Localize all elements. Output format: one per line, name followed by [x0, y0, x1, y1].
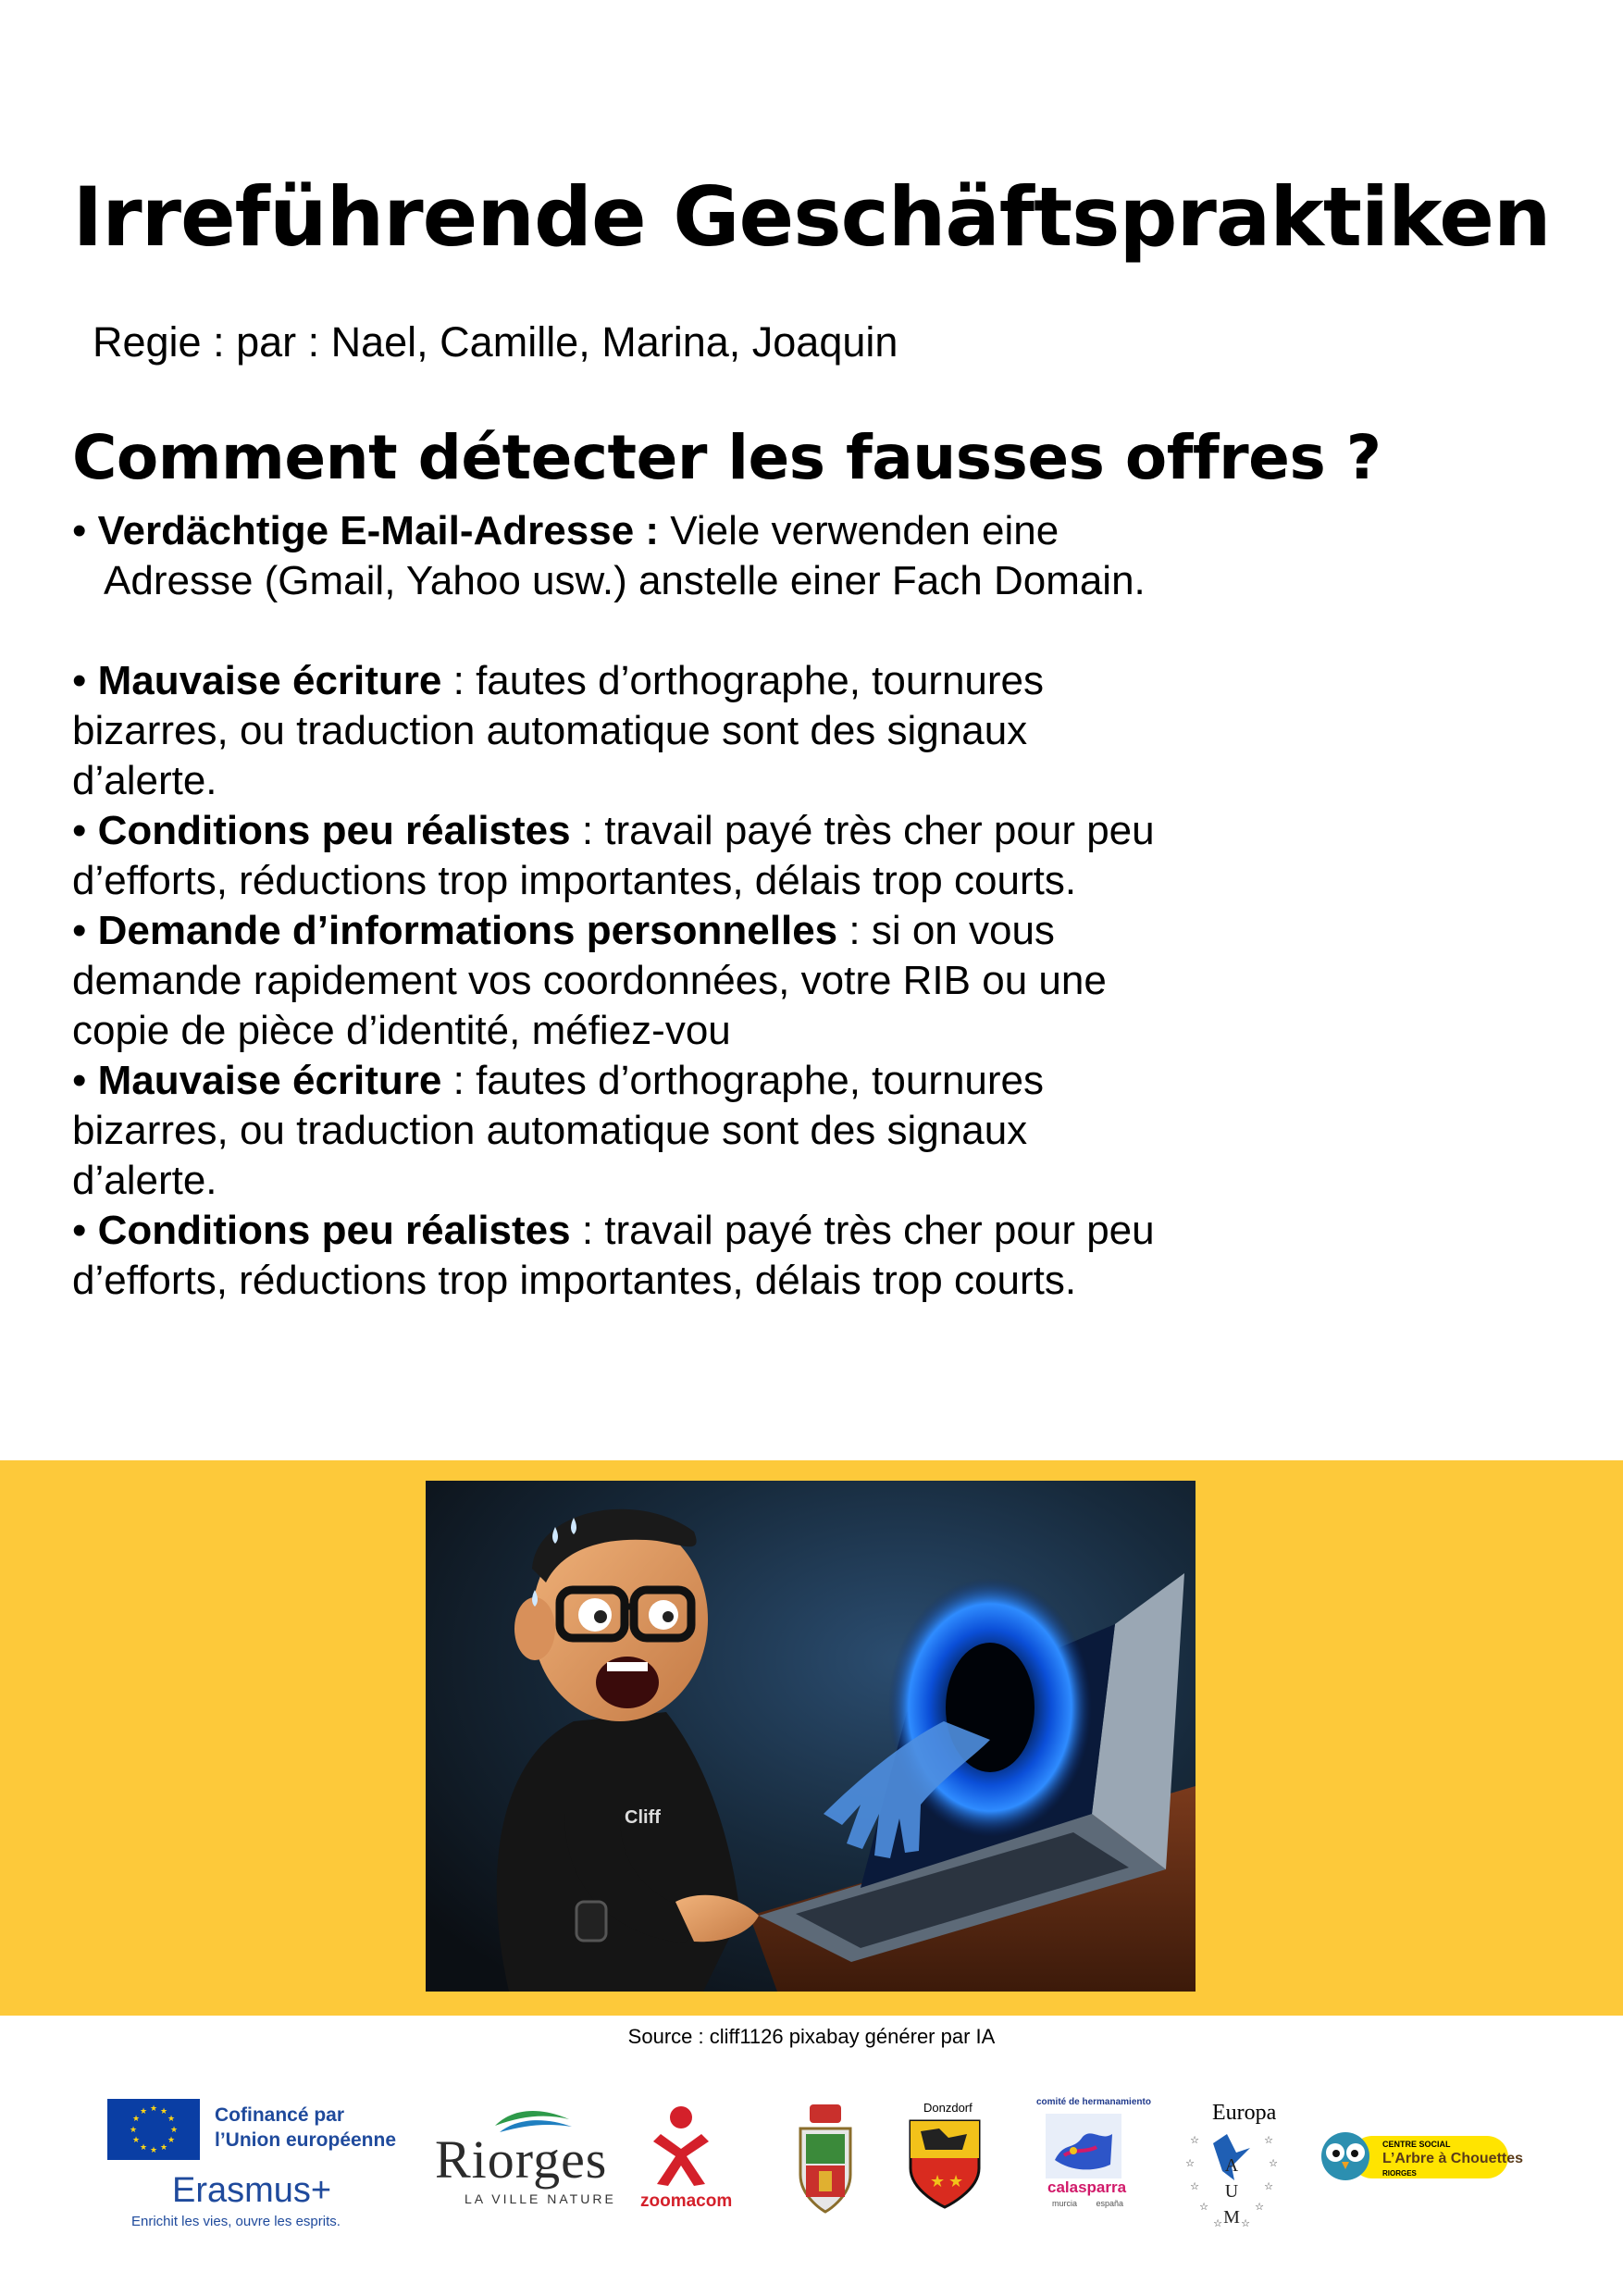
zoomacom-figure-icon: [648, 2104, 714, 2188]
calasparra-logo-text: calasparra: [1047, 2178, 1127, 2196]
svg-text:★: ★: [139, 2143, 148, 2153]
svg-text:★: ★: [948, 2172, 964, 2191]
bullet-list: [72, 506, 1183, 1306]
bullet-text: : travail payé très cher pour peu d’efforts, réductions trop importantes, délais trop courts.: [72, 1208, 1155, 1303]
svg-text:☆: ☆: [1264, 2134, 1273, 2146]
svg-text:★: ★: [149, 2146, 158, 2155]
scared-man-laptop-illustration: [426, 1481, 1196, 1992]
zoomacom-logo-text: zoomacom: [640, 2191, 733, 2211]
calasparra-subtitle: murcia españa: [1052, 2199, 1124, 2208]
svg-text:★: ★: [149, 2104, 158, 2114]
bullet-term: Conditions peu réalistes: [97, 1208, 571, 1253]
europa-letter: M: [1223, 2207, 1240, 2228]
section-heading: Comment détecter les fausses offres ?: [72, 422, 1381, 493]
calasparra-label: comité de hermanamiento: [1036, 2097, 1151, 2107]
bullet-text: : fautes d’orthographe, tournures bizarres, ou traduction automatique sont des signaux d’alerte.: [72, 658, 1045, 803]
bullet-icon: •: [72, 508, 87, 553]
bullet-icon: •: [72, 1208, 87, 1253]
svg-text:☆: ☆: [1264, 2180, 1273, 2192]
credits-line: Regie : par : Nael, Camille, Marina, Joaquin: [93, 318, 898, 366]
svg-text:☆: ☆: [1190, 2134, 1199, 2146]
donzdorf-shield-icon: [907, 2117, 983, 2210]
svg-text:☆: ☆: [1190, 2180, 1199, 2192]
partner-logos: [0, 2073, 1623, 2296]
europa-star-circle-icon: [1181, 2125, 1282, 2236]
bullet-icon: •: [72, 808, 87, 853]
svg-text:★: ★: [139, 2107, 148, 2116]
svg-text:★: ★: [167, 2115, 176, 2124]
svg-text:☆: ☆: [1185, 2157, 1195, 2169]
bullet-icon: •: [72, 1058, 87, 1103]
eu-flag-icon: [107, 2099, 200, 2160]
bullet-term: Verdächtige E-Mail-Adresse :: [97, 508, 660, 553]
svg-text:☆: ☆: [1269, 2157, 1278, 2169]
svg-text:★: ★: [129, 2126, 138, 2135]
bullet-icon: •: [72, 658, 87, 703]
bullet-item: [72, 1206, 1183, 1306]
bullet-item: [72, 906, 1183, 1056]
bullet-text: : fautes d’orthographe, tournures bizarres, ou traduction automatique sont des signaux d’alerte.: [72, 1058, 1045, 1203]
bullet-item: [72, 806, 1183, 906]
svg-text:★: ★: [159, 2107, 168, 2116]
page-title: Irreführende Geschäftspraktiken: [72, 169, 1551, 265]
arbre-label-top: CENTRE SOCIAL: [1382, 2140, 1451, 2149]
erasmus-logo-text: Erasmus+: [172, 2171, 332, 2210]
riorges-logo-text: Riorges: [435, 2129, 608, 2190]
coat-of-arms-icon: [793, 2101, 858, 2216]
bullet-icon: •: [72, 908, 87, 953]
arbre-logo-text: L’Arbre à Chouettes: [1382, 2151, 1524, 2166]
bullet-text: : travail payé très cher pour peu d’efforts, réductions trop importantes, délais trop courts.: [72, 808, 1155, 903]
riorges-tagline: LA VILLE NATURE: [465, 2191, 616, 2206]
europa-letter: A: [1224, 2155, 1239, 2176]
svg-text:★: ★: [930, 2172, 946, 2191]
donzdorf-label: Donzdorf: [923, 2101, 973, 2115]
erasmus-tagline: Enrichit les vies, ouvre les esprits.: [131, 2214, 341, 2229]
svg-text:☆: ☆: [1241, 2217, 1250, 2229]
image-caption: Source : cliff1126 pixabay générer par IA: [627, 2025, 996, 2048]
europa-letter: U: [1224, 2181, 1239, 2202]
shirt-logo: Cliff: [625, 1807, 661, 1828]
svg-text:★: ★: [131, 2136, 141, 2145]
svg-text:★: ★: [167, 2136, 176, 2145]
bullet-text: : si on vous demande rapidement vos coordonnées, votre RIB ou une copie de pièce d’identité, méfiez-vou: [72, 908, 1107, 1053]
svg-text:★: ★: [159, 2143, 168, 2153]
bullet-text: Viele verwenden eine Adresse (Gmail, Yahoo usw.) anstelle einer Fach Domain.: [104, 508, 1146, 603]
bullet-term: Conditions peu réalistes: [97, 808, 571, 853]
europa-logo-text: Europa: [1212, 2101, 1277, 2125]
eu-cofunded-text: Cofinancé par l’Union européenne: [215, 2104, 397, 2151]
europe-map-icon: [1046, 2114, 1121, 2178]
bullet-term: Mauvaise écriture: [97, 658, 442, 703]
svg-text:☆: ☆: [1213, 2217, 1222, 2229]
bullet-item: [72, 656, 1183, 806]
svg-text:★: ★: [169, 2126, 179, 2135]
arbre-label-bottom: RIORGES: [1382, 2169, 1417, 2178]
bullet-item: [72, 1056, 1183, 1206]
svg-text:★: ★: [131, 2115, 141, 2124]
bullet-term: Mauvaise écriture: [97, 1058, 442, 1103]
bullet-item: [72, 506, 1183, 606]
svg-text:☆: ☆: [1255, 2201, 1264, 2213]
svg-text:☆: ☆: [1199, 2201, 1208, 2213]
bullet-term: Demande d’informations personnelles: [97, 908, 838, 953]
